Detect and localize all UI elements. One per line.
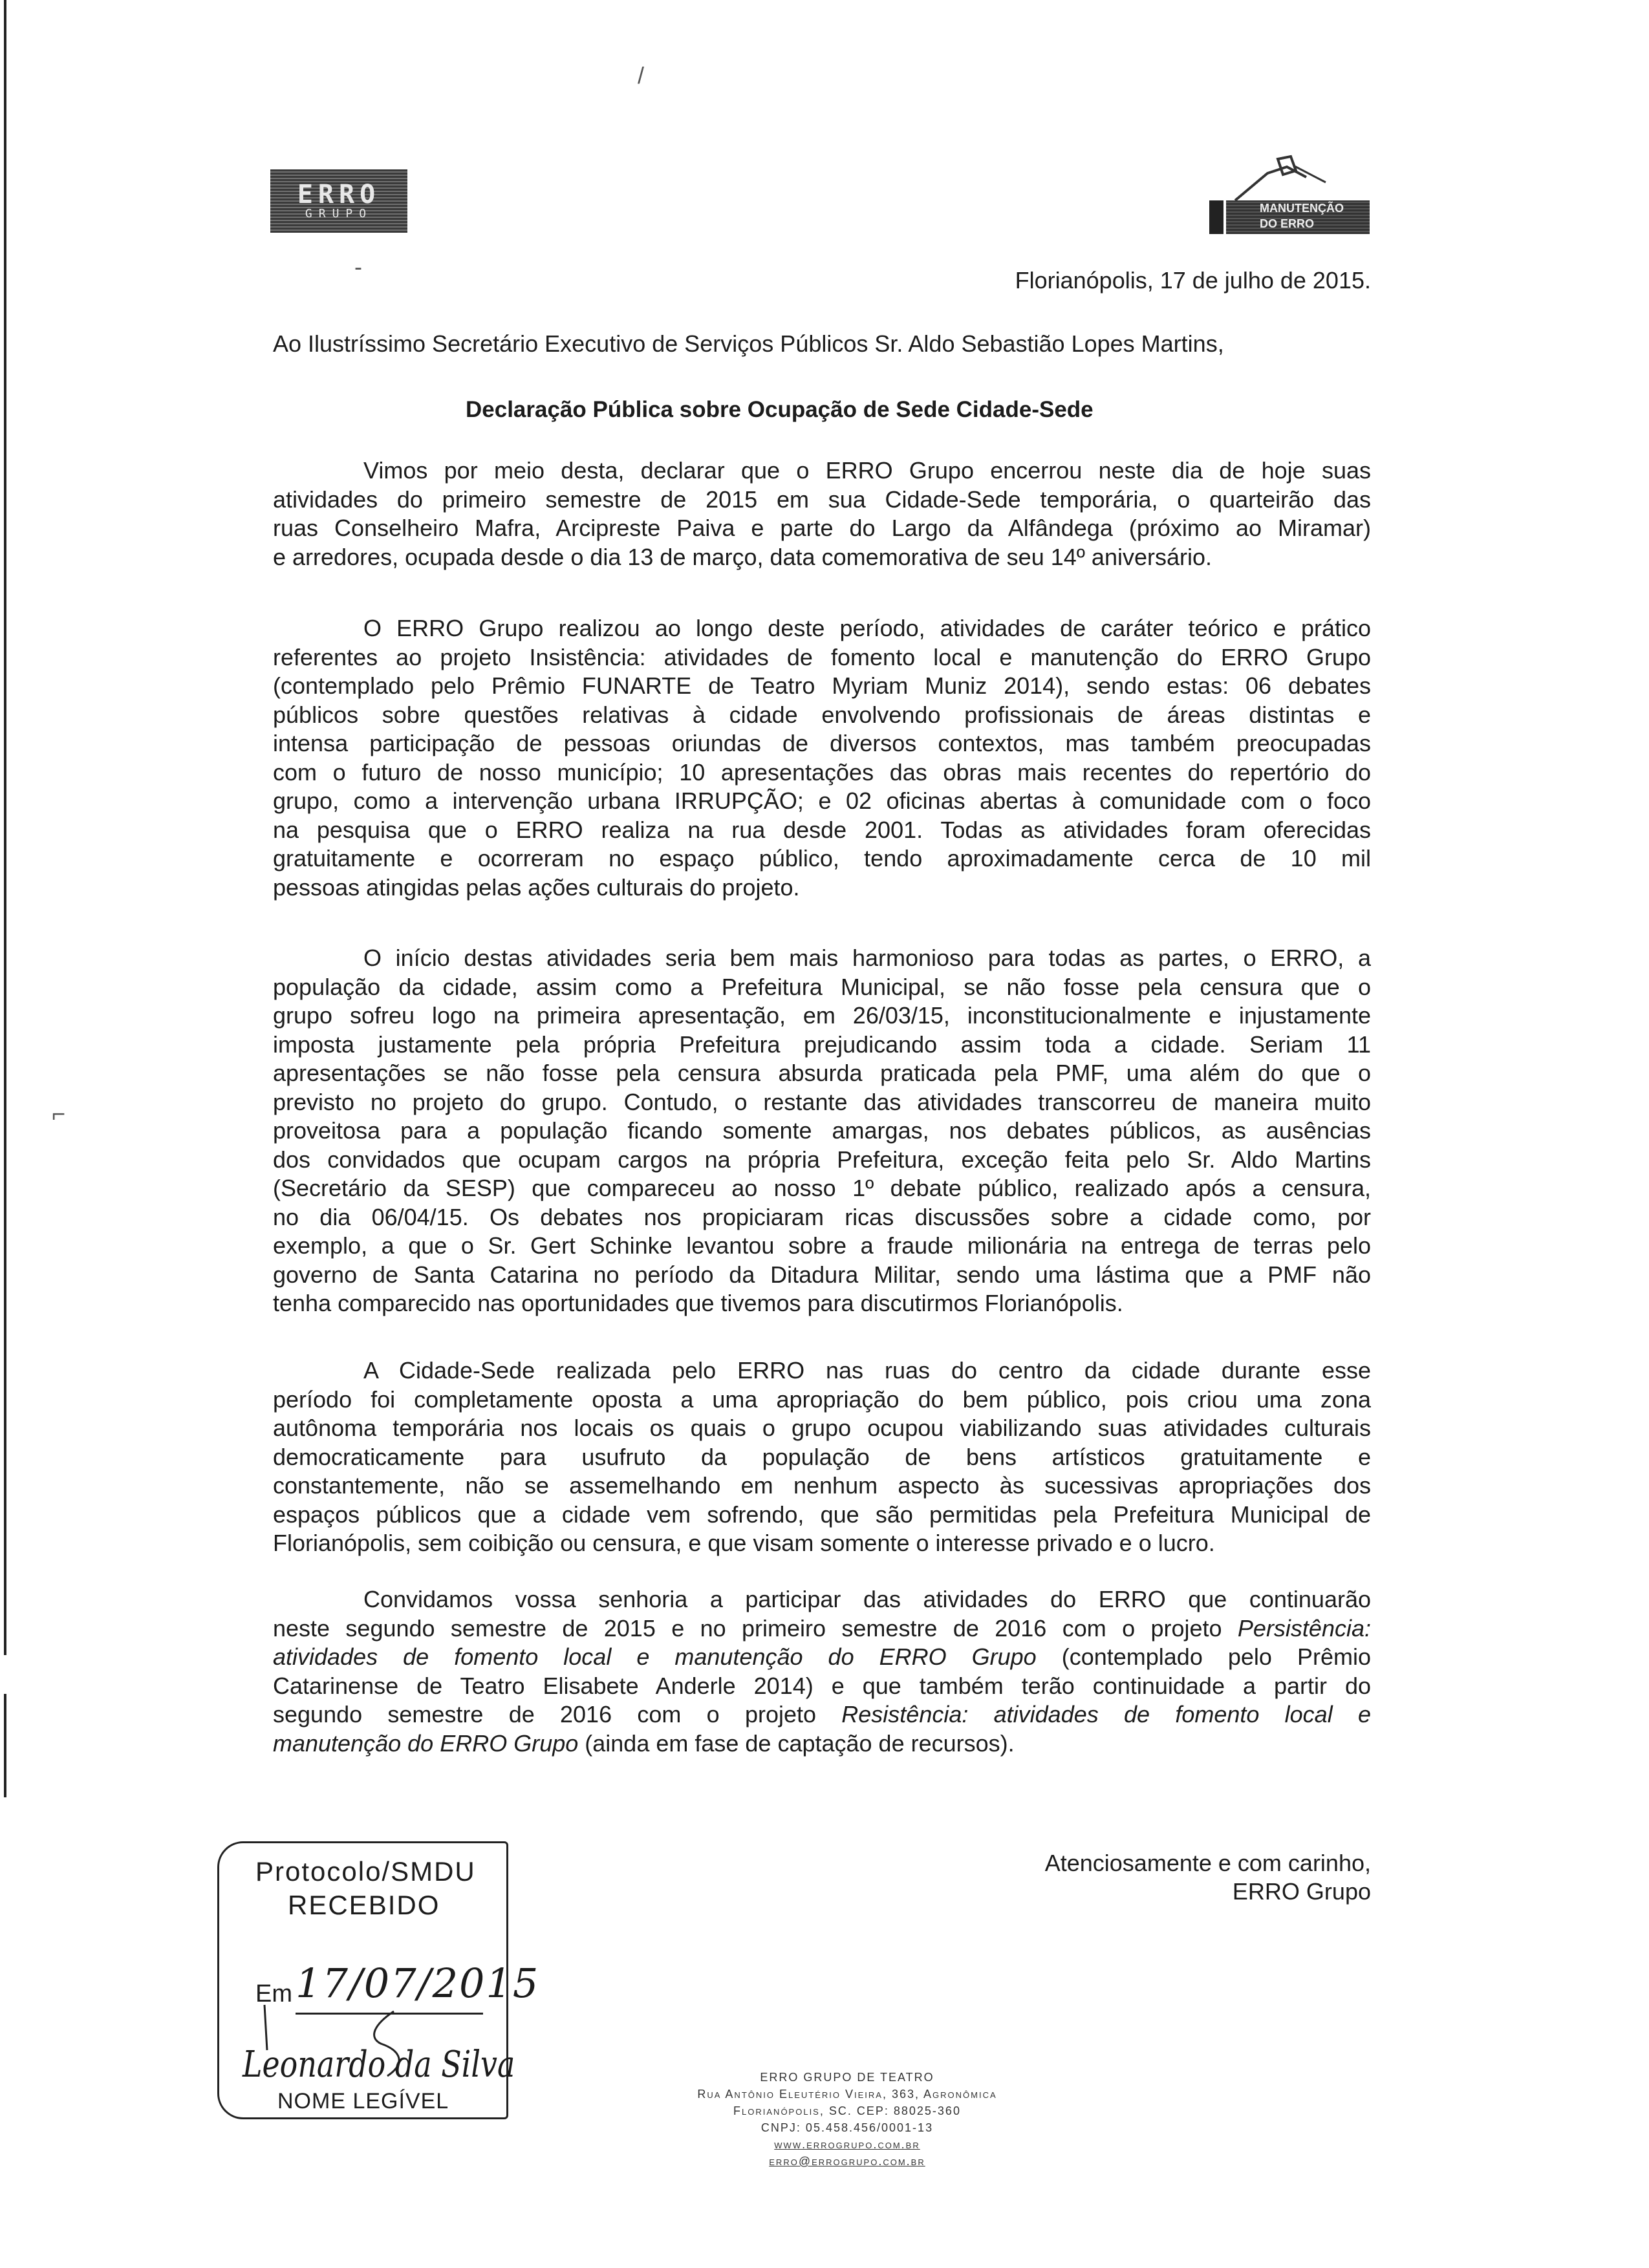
paragraph-line: Florianópolis, sem coibição ou censura, e que visam somente o interesse privado e o lucro. <box>273 1530 1215 1556</box>
paragraph-line: governo de Santa Catarina no período da Ditadura Militar, sendo uma lástima que a PMF não <box>273 1261 1371 1288</box>
logo-label-box: MANUTENÇÃO DO ERRO <box>1226 200 1370 234</box>
signature: Leonardo da Silva <box>242 2044 515 2086</box>
scan-speck: / <box>638 62 645 89</box>
paragraph-line: Convidamos vossa senhoria a participar das atividades do ERRO que continuarão <box>363 1586 1371 1612</box>
paragraph-line: (contemplado pelo Prêmio FUNARTE de Teatro Myriam Muniz 2014), sendo estas: 06 debates <box>273 672 1371 699</box>
manutencao-do-erro-logo <box>1209 154 1371 238</box>
paragraph-line: espaços públicos que a cidade vem sofrendo, que são permitidas pela Prefeitura Municipal de <box>273 1501 1371 1528</box>
paragraph-line: proveitosa para a população ficando somente amargas, nos debates públicos, as ausências <box>273 1117 1371 1144</box>
stamp-status: RECEBIDO <box>288 1890 440 1920</box>
paragraph-5 <box>273 1585 1371 1758</box>
paragraph-line: manutenção do ERRO Grupo (ainda em fase de captação de recursos). <box>273 1729 1015 1757</box>
paragraph-line: tenha comparecido nas oportunidades que tivemos para discutirmos Florianópolis. <box>273 1290 1123 1316</box>
footer-website: www.errogrupo.com.br <box>774 2138 920 2151</box>
paragraph-line: apresentações se não fosse pela censura absurda praticada pela PMF, uma além do que o <box>273 1060 1371 1086</box>
paragraph-line: segundo semestre de 2016 com o projeto Resistência: atividades de fomento local e <box>273 1701 1371 1728</box>
erro-grupo-logo: ERRO GRUPO <box>270 169 407 233</box>
date-line: Florianópolis, 17 de julho de 2015. <box>1015 267 1371 294</box>
paragraph-line: (Secretário da SESP) que compareceu ao nosso 1º debate público, realizado após a censura, <box>273 1175 1371 1201</box>
paragraph-line: exemplo, a que o Sr. Gert Schinke levantou sobre a fraude milionária na entrega de terras pelo <box>273 1232 1371 1259</box>
stamp-date-label: Em <box>255 1980 292 2007</box>
paragraph-line: referentes ao projeto Insistência: atividades de fomento local e manutenção do ERRO Grupo <box>273 643 1371 670</box>
footer-cnpj: CNPJ: 05.458.456/0001-13 <box>760 2121 934 2134</box>
paragraph-3 <box>273 944 1371 1318</box>
footer-address: Rua Antônio Eleutério Vieira, 363, Agronômica <box>697 2088 997 2101</box>
scan-left-border-lower <box>4 1694 6 1797</box>
paragraph-line: ruas Conselheiro Mafra, Arcipreste Paiva e parte do Largo da Alfândega (próximo ao Miramar) <box>273 515 1371 541</box>
paragraph-line: com o futuro de nosso município; 10 apresentações das obras mais recentes do repertório do <box>273 758 1371 786</box>
paragraph-line: grupo sofreu logo na primeira apresentação, em 26/03/15, inconstitucionalmente e injustamente <box>273 1002 1371 1029</box>
paragraph-line: pessoas atingidas pelas ações culturais do projeto. <box>273 873 800 901</box>
paragraph-line: autônoma temporária nos locais os quais o grupo ocupou viabilizando suas atividades culturais <box>273 1415 1371 1441</box>
paragraph-line: democraticamente para usufruto da população de bens artísticos gratuitamente e <box>273 1443 1371 1470</box>
paragraph-line: públicos sobre questões relativas à cidade envolvendo profissionais de áreas distintas e <box>273 701 1371 728</box>
footer-city: Florianópolis, SC. CEP: 88025-360 <box>733 2104 961 2117</box>
paragraph-line: constantemente, não se assemelhando em nenhum aspecto às sucessivas apropriações dos <box>273 1472 1371 1499</box>
paragraph-line: intensa participação de pessoas oriundas de diversos contextos, mas também preocupadas <box>273 730 1371 756</box>
paragraph-line: Catarinense de Teatro Elisabete Anderle 2014) e que também terão continuidade a partir do <box>273 1672 1371 1699</box>
paragraph-line: e arredores, ocupada desde o dia 13 de março, data comemorativa de seu 14º aniversário. <box>273 543 1212 570</box>
paragraph-line: previsto no projeto do grupo. Contudo, o restante das atividades transcorreu de maneira muito <box>273 1088 1371 1115</box>
paragraph-line: dos convidados que ocupam cargos na própria Prefeitura, exceção feita pelo Sr. Aldo Martins <box>273 1146 1371 1173</box>
paragraph-line: O ERRO Grupo realizou ao longo deste período, atividades de caráter teórico e prático <box>363 615 1371 641</box>
stamp-title: Protocolo/SMDU <box>255 1856 476 1887</box>
footer-org-name: ERRO GRUPO DE TEATRO <box>760 2071 934 2084</box>
paragraph-line: no dia 06/04/15. Os debates nos propiciaram ricas discussões sobre a cidade como, por <box>273 1203 1371 1230</box>
addressee: Ao Ilustríssimo Secretário Executivo de Serviços Públicos Sr. Aldo Sebastião Lopes Martins, <box>273 330 1224 357</box>
letterhead-footer <box>601 2069 1093 2170</box>
paragraph-line: grupo, como a intervenção urbana IRRUPÇÃO; e 02 oficinas abertas à comunidade com o foco <box>273 787 1371 814</box>
paragraph-line: população da cidade, assim como a Prefeitura Municipal, se não fosse pela censura que o <box>273 973 1371 1000</box>
hammer-icon <box>1229 154 1332 206</box>
paragraph-line: atividades do primeiro semestre de 2015 em sua Cidade-Sede temporária, o quarteirão das <box>273 486 1371 513</box>
paragraph-line: A Cidade-Sede realizada pelo ERRO nas ruas do centro da cidade durante esse <box>363 1357 1371 1384</box>
paragraph-line: gratuitamente e ocorreram no espaço público, tendo aproximadamente cerca de 10 mil <box>273 845 1371 872</box>
paragraph-line: neste segundo semestre de 2015 e no primeiro semestre de 2016 com o projeto Persistência: <box>273 1614 1371 1642</box>
paragraph-line: atividades de fomento local e manutenção do ERRO Grupo (contemplado pelo Prêmio <box>273 1643 1371 1670</box>
closing <box>1045 1849 1371 1906</box>
document-title: Declaração Pública sobre Ocupação de Sede Cidade-Sede <box>466 397 1094 422</box>
protocol-stamp <box>217 1841 540 2119</box>
logo-bar <box>1209 200 1223 234</box>
paragraph-1 <box>273 456 1371 572</box>
paragraph-2 <box>273 614 1371 902</box>
closing-signature: ERRO Grupo <box>1232 1878 1371 1905</box>
paragraph-line: O início destas atividades seria bem mais harmonioso para todas as partes, o ERRO, a <box>363 945 1371 971</box>
stamp-name-label: NOME LEGÍVEL <box>277 2089 449 2113</box>
paragraph-4 <box>273 1356 1371 1558</box>
paragraph-line: imposta justamente pela própria Prefeitura prejudicando assim toda a cidade. Seriam 11 <box>273 1031 1371 1058</box>
footer-email: erro@errogrupo.com.br <box>769 2155 925 2168</box>
scan-left-border <box>4 0 6 1655</box>
paragraph-line: na pesquisa que o ERRO realiza na rua desde 2001. Todas as atividades foram oferecidas <box>273 816 1371 843</box>
stamp-handwritten-date: 17/07/2015 <box>296 1960 540 2007</box>
paragraph-line: período foi completamente oposta a uma apropriação do bem público, pois criou uma zona <box>273 1385 1371 1413</box>
scan-speck: - <box>354 253 362 280</box>
scan-speck: ⌐ <box>52 1100 66 1127</box>
paragraph-line: Vimos por meio desta, declarar que o ERRO Grupo encerrou neste dia de hoje suas <box>363 457 1371 484</box>
closing-salutation: Atenciosamente e com carinho, <box>1044 1850 1371 1876</box>
